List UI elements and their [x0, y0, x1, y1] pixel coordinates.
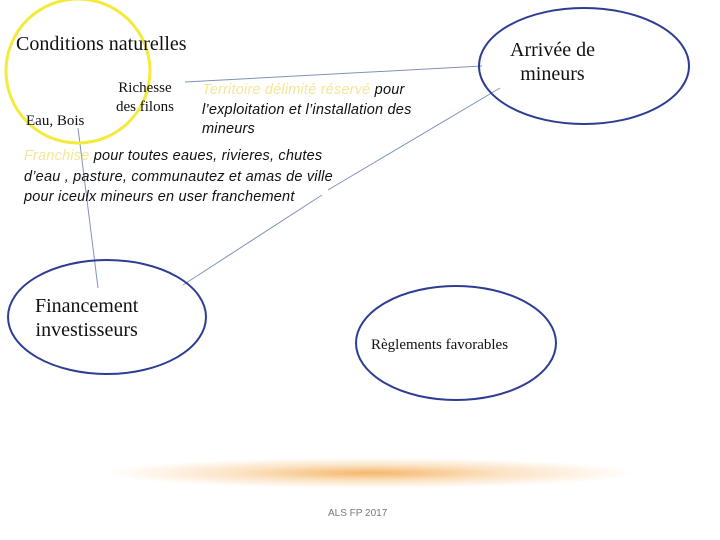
- reglements-label: Règlements favorables: [371, 337, 509, 353]
- territoire-line3: mineurs: [202, 121, 255, 137]
- franchise-text: [24, 146, 333, 208]
- richesse-label: [116, 79, 174, 117]
- eau-bois-label: Eau, Bois: [26, 113, 85, 129]
- franchise-line1-rest: pour toutes eaues, rivieres, chutes: [89, 148, 323, 164]
- arrivee-mineurs-label: [510, 38, 595, 86]
- arrivee-line2: mineurs: [520, 63, 585, 85]
- richesse-line1: Richesse: [118, 80, 172, 96]
- arrivee-line1: Arrivée de: [510, 39, 595, 61]
- connector-richesse-arrivee: [185, 66, 482, 82]
- connector-financement-franchise: [183, 195, 322, 285]
- footer-label: ALS FP 2017: [328, 508, 388, 519]
- financement-label: [35, 294, 138, 342]
- territoire-text: [202, 81, 412, 140]
- financement-line2: investisseurs: [35, 319, 138, 341]
- territoire-line2: l’exploitation et l’installation des: [202, 101, 412, 118]
- footer-glow-bar: [110, 458, 630, 488]
- financement-line1: Financement: [35, 295, 139, 317]
- territoire-line1-rest: pour: [370, 82, 405, 98]
- territoire-highlight: Territoire délimité réservé: [202, 82, 371, 98]
- franchise-line3: pour iceulx mineurs en user franchement: [24, 189, 295, 205]
- conditions-naturelles-title: Conditions naturelles: [16, 33, 187, 55]
- franchise-highlight: Franchise: [24, 148, 90, 164]
- franchise-line2: d’eau , pasture, communautez et amas de ville: [24, 168, 333, 185]
- richesse-line2: des filons: [116, 99, 174, 115]
